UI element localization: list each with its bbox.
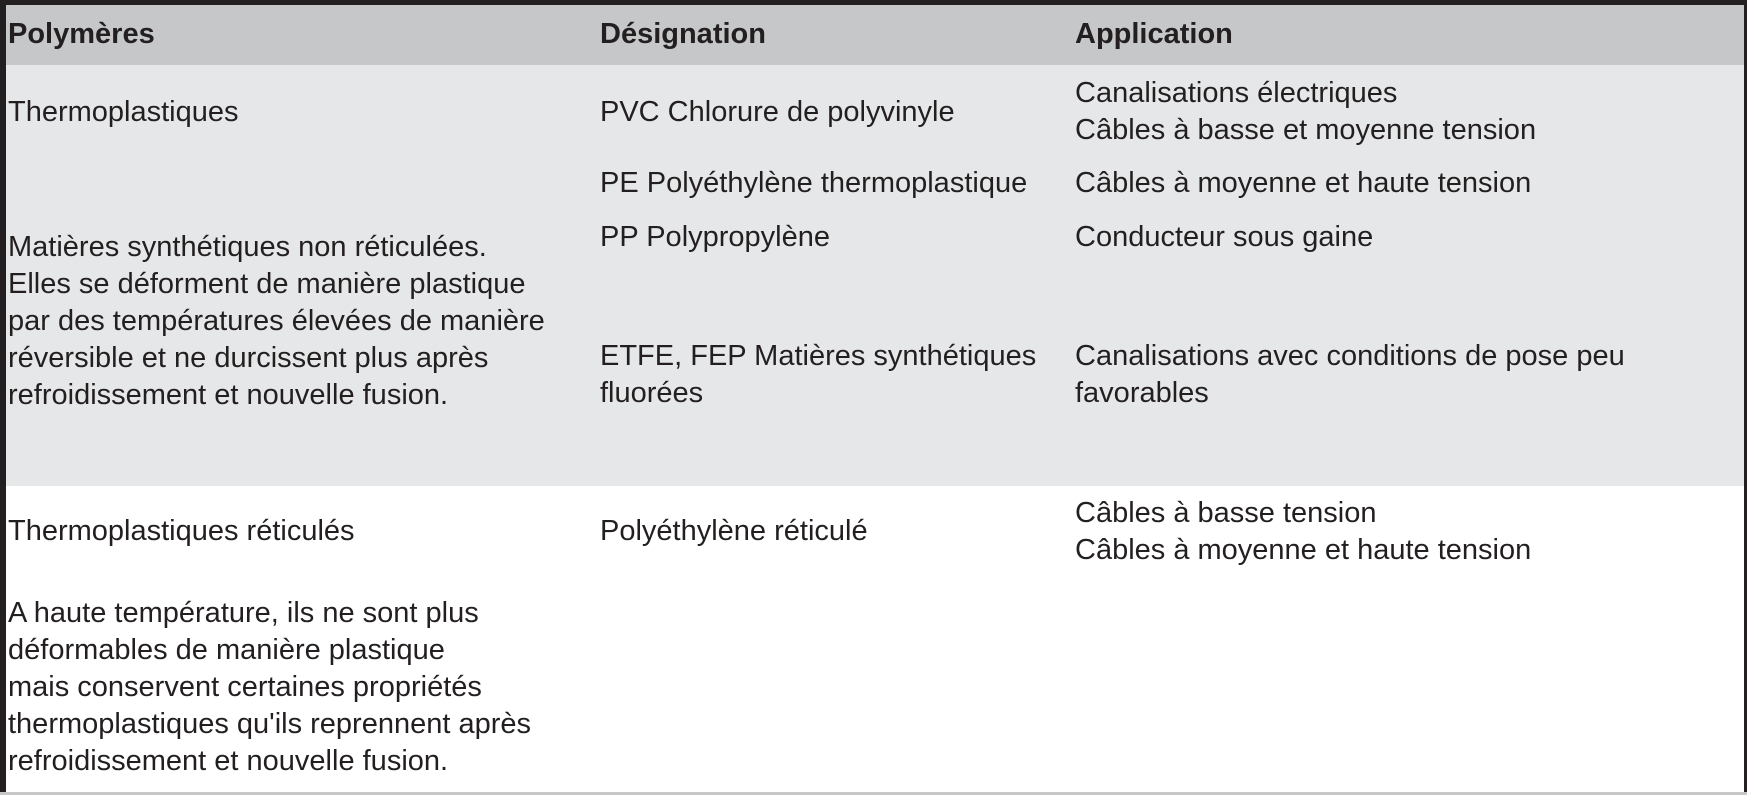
designation-pp: PP Polypropylène xyxy=(600,221,831,253)
application-etfe-fep: Canalisations avec conditions de pose peu favorables xyxy=(1075,340,1625,409)
application-pvc: Canalisations électriques Câbles à basse et moyenne tension xyxy=(1075,77,1537,146)
header-application: Application xyxy=(1075,18,1233,50)
category-thermoplastics: Thermoplastiques xyxy=(8,96,239,128)
designation-pvc: PVC Chlorure de polyvinyle xyxy=(600,96,955,128)
category-description: A haute température, ils ne sont plus déformables de manière plastique mais conservent certaines propriétés thermoplastiques qu'ils reprennent après refroidissement et nouvelle fusion. xyxy=(8,597,532,777)
application-pe: Câbles à moyenne et haute tension xyxy=(1075,167,1532,199)
application-pp: Conducteur sous gaine xyxy=(1075,221,1374,253)
category-description: Matières synthétiques non réticulées. Elles se déforment de manière plastique par des températures élevées de manière réversible et ne durcissent plus après refroidissement et nouvelle fusion. xyxy=(8,231,545,411)
category-crosslinked-thermoplastics: Thermoplastiques réticulés xyxy=(8,515,355,547)
designation-etfe-fep: ETFE, FEP Matières synthétiques fluorées xyxy=(600,340,1037,409)
table-header-row xyxy=(6,5,1744,65)
designation-crosslinked-pe: Polyéthylène réticulé xyxy=(600,515,868,547)
application-crosslinked-pe: Câbles à basse tension Câbles à moyenne et haute tension xyxy=(1075,497,1532,566)
header-polymers: Polymères xyxy=(8,18,155,50)
designation-pe: PE Polyéthylène thermoplastique xyxy=(600,167,1028,199)
header-designation: Désignation xyxy=(600,18,766,50)
